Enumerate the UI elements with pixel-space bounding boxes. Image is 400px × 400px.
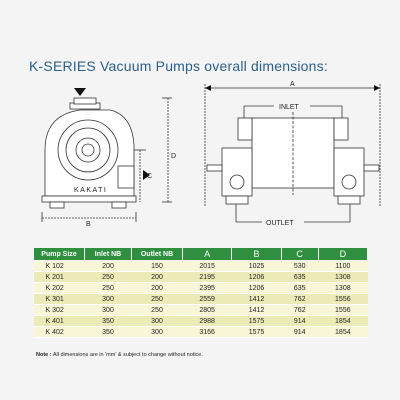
cell-pump-size: K 401 <box>34 316 85 327</box>
col-header-pump-size: Pump Size <box>34 248 85 261</box>
cell-b: 1575 <box>232 316 281 327</box>
cell-inlet-nb: 250 <box>85 283 132 294</box>
dimensions-table <box>33 247 368 338</box>
dim-a-right-arrow-icon <box>374 85 380 91</box>
cell-c: 530 <box>281 261 318 272</box>
col-header-d: D <box>318 248 367 261</box>
cell-pump-size: K 402 <box>34 327 85 338</box>
cell-outlet-nb: 300 <box>132 316 183 327</box>
col-header-outlet-nb: Outlet NB <box>132 248 183 261</box>
cell-a: 2395 <box>183 283 232 294</box>
cell-outlet-nb: 250 <box>132 305 183 316</box>
cell-pump-size: K 202 <box>34 283 85 294</box>
col-header-inlet-nb: Inlet NB <box>85 248 132 261</box>
inlet-label: INLET <box>279 104 299 111</box>
cell-d: 1100 <box>318 261 367 272</box>
cell-outlet-nb: 250 <box>132 294 183 305</box>
cell-c: 762 <box>281 294 318 305</box>
table-row <box>34 272 368 283</box>
cell-d: 1556 <box>318 294 367 305</box>
cell-a: 2805 <box>183 305 232 316</box>
cell-inlet-nb: 200 <box>85 261 132 272</box>
footnote-prefix: Note : <box>36 352 52 358</box>
outlet-label: OUTLET <box>266 220 294 227</box>
cell-inlet-nb: 300 <box>85 294 132 305</box>
cell-c: 635 <box>281 272 318 283</box>
col-header-a: A <box>183 248 232 261</box>
cell-outlet-nb: 200 <box>132 283 183 294</box>
cell-b: 1575 <box>232 327 281 338</box>
inlet-arrow-icon <box>74 88 86 96</box>
cell-c: 914 <box>281 327 318 338</box>
cell-a: 2015 <box>183 261 232 272</box>
cell-b: 1206 <box>232 272 281 283</box>
footnote-text: All dimensions are in 'mm' & subject to change without notice. <box>52 352 203 358</box>
cell-b: 1412 <box>232 294 281 305</box>
cell-a: 3166 <box>183 327 232 338</box>
cell-b: 1412 <box>232 305 281 316</box>
cell-a: 2195 <box>183 272 232 283</box>
footnote <box>36 352 203 358</box>
table-row <box>34 283 368 294</box>
dim-label-b: B <box>86 221 91 228</box>
dim-a-left-arrow-icon <box>205 85 211 91</box>
col-header-c: C <box>281 248 318 261</box>
table-row <box>34 261 368 272</box>
cell-d: 1556 <box>318 305 367 316</box>
cell-d: 1854 <box>318 316 367 327</box>
cell-pump-size: K 301 <box>34 294 85 305</box>
dim-label-a: A <box>290 81 295 88</box>
cell-d: 1854 <box>318 327 367 338</box>
table-row <box>34 327 368 338</box>
table-row <box>34 316 368 327</box>
cell-inlet-nb: 250 <box>85 272 132 283</box>
dim-label-d: D <box>171 153 177 160</box>
cell-a: 2988 <box>183 316 232 327</box>
cell-a: 2559 <box>183 294 232 305</box>
table-row <box>34 294 368 305</box>
page-title: K-SERIES Vacuum Pumps overall dimensions: <box>29 58 328 74</box>
cell-b: 1206 <box>232 283 281 294</box>
cell-inlet-nb: 350 <box>85 316 132 327</box>
cell-inlet-nb: 300 <box>85 305 132 316</box>
cell-c: 762 <box>281 305 318 316</box>
cell-d: 1308 <box>318 272 367 283</box>
cell-pump-size: K 201 <box>34 272 85 283</box>
table-row <box>34 305 368 316</box>
cell-pump-size: K 102 <box>34 261 85 272</box>
cell-pump-size: K 302 <box>34 305 85 316</box>
cell-c: 635 <box>281 283 318 294</box>
cell-d: 1308 <box>318 283 367 294</box>
table-header-row <box>34 248 368 261</box>
dim-label-c: C <box>147 173 153 180</box>
brand-label: KAKATI <box>74 187 108 194</box>
cell-outlet-nb: 200 <box>132 272 183 283</box>
cell-outlet-nb: 300 <box>132 327 183 338</box>
col-header-b: B <box>232 248 281 261</box>
cell-inlet-nb: 350 <box>85 327 132 338</box>
front-view-drawing <box>42 98 172 222</box>
cell-c: 914 <box>281 316 318 327</box>
cell-outlet-nb: 150 <box>132 261 183 272</box>
cell-b: 1025 <box>232 261 281 272</box>
